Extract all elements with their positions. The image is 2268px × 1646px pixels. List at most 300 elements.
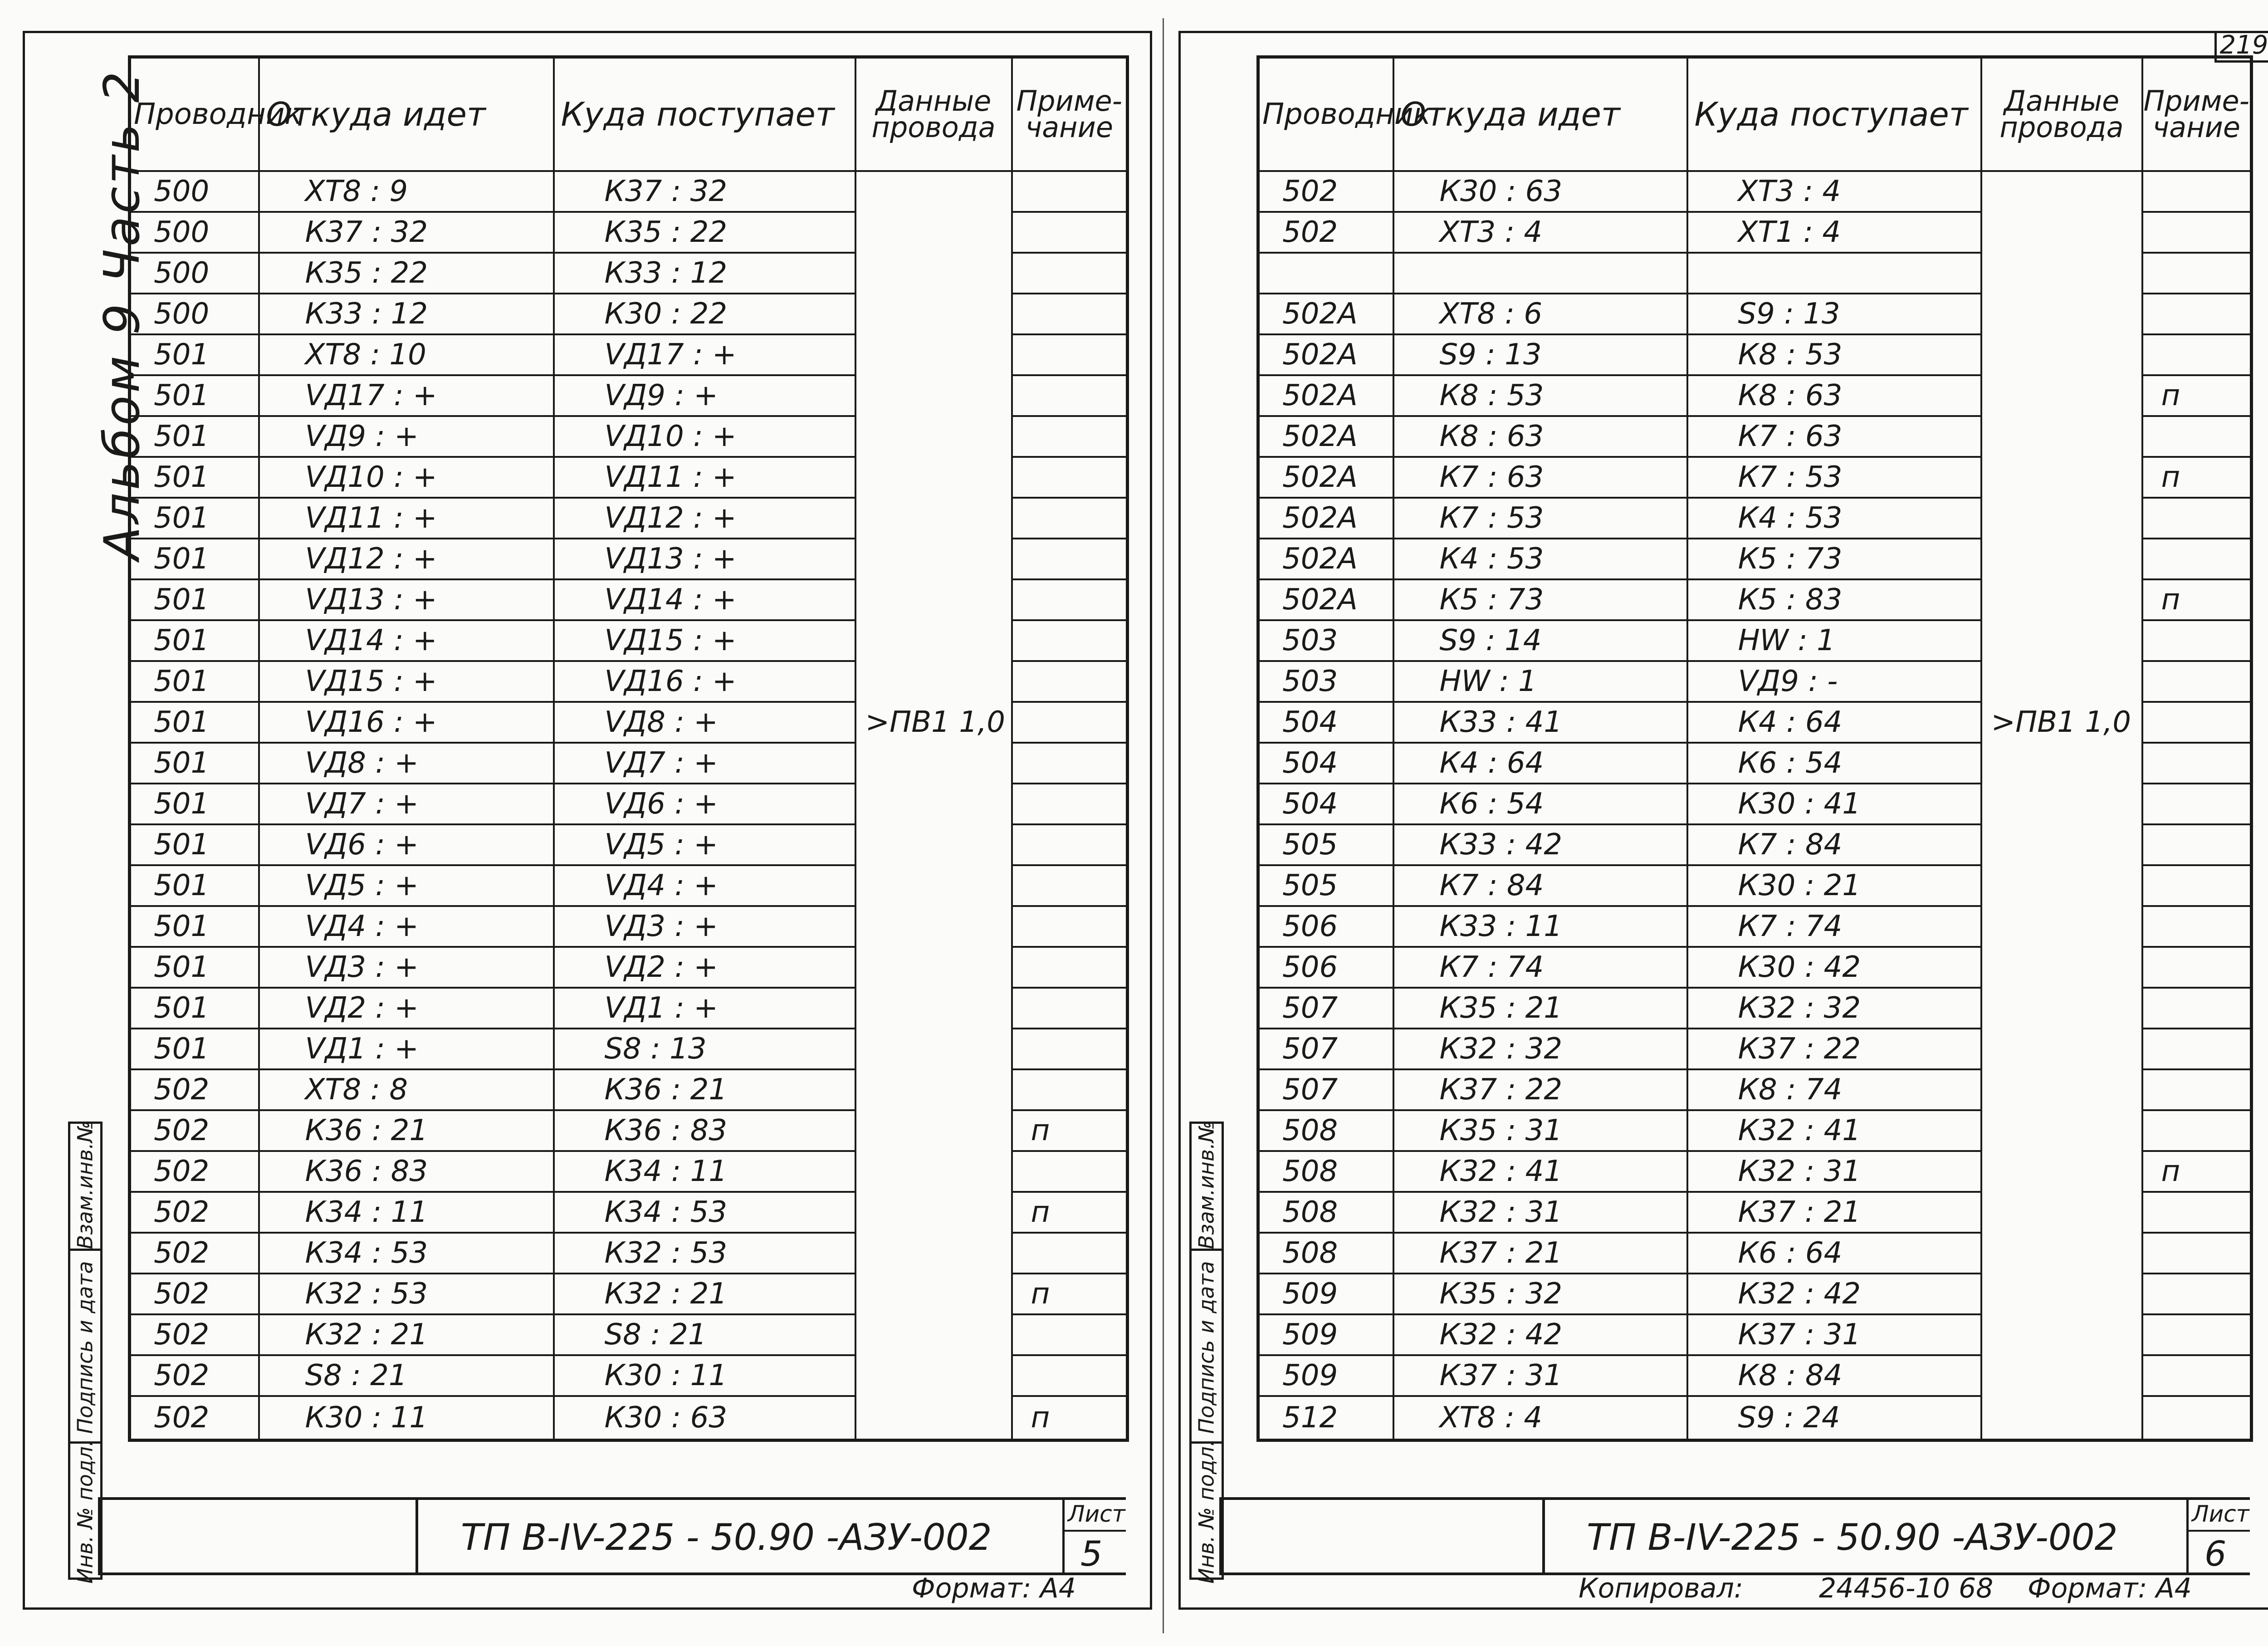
cell-to: VД9 : -	[1687, 661, 1981, 702]
cell-wire-data	[855, 947, 1012, 988]
cell-from: К32 : 41	[1393, 1151, 1687, 1192]
cell-to: VД1 : +	[554, 988, 855, 1029]
cell-from: К35 : 22	[259, 253, 554, 294]
cell-conductor: 502А	[1258, 579, 1393, 620]
cell-wire-data	[855, 457, 1012, 498]
cell-to: К8 : 84	[1687, 1355, 1981, 1396]
cell-to: К4 : 53	[1687, 498, 1981, 539]
cell-note	[2142, 620, 2252, 661]
cell-from: К32 : 53	[259, 1274, 554, 1314]
col-header-note	[2142, 57, 2252, 171]
stamp-inv-number: Инв. № подл.	[1194, 1440, 1219, 1584]
cell-from: К7 : 53	[1393, 498, 1687, 539]
cell-from: VД2 : +	[259, 988, 554, 1029]
cell-to: К37 : 32	[554, 171, 855, 212]
cell-wire-data	[855, 1069, 1012, 1110]
cell-to: К35 : 22	[554, 212, 855, 253]
cell-to: К8 : 63	[1687, 375, 1981, 416]
cell-wire-data	[1981, 416, 2142, 457]
title-block-sheet-6	[1219, 1497, 2250, 1575]
cell-to: VД8 : +	[554, 702, 855, 743]
col-header-note-l1: Приме-	[2143, 84, 2250, 118]
cell-note	[1012, 702, 1128, 743]
cell-note	[2142, 498, 2252, 539]
table-row	[1258, 1110, 2252, 1151]
cell-note	[2142, 1110, 2252, 1151]
cell-wire-data	[1981, 171, 2142, 212]
cell-from: К36 : 21	[259, 1110, 554, 1151]
cell-wire-data	[1981, 906, 2142, 947]
cell-conductor: 502	[130, 1151, 259, 1192]
cell-from: VД12 : +	[259, 539, 554, 579]
cell-to: К37 : 31	[1687, 1314, 1981, 1355]
stamp-cell	[70, 1249, 100, 1444]
cell-conductor: 502	[130, 1110, 259, 1151]
cell-wire-data	[855, 1314, 1012, 1355]
cell-note	[1012, 620, 1128, 661]
cell-from: VД7 : +	[259, 784, 554, 824]
cell-conductor: 509	[1258, 1274, 1393, 1314]
cell-from: К37 : 21	[1393, 1233, 1687, 1274]
cell-from: К33 : 41	[1393, 702, 1687, 743]
cell-conductor: 500	[130, 253, 259, 294]
table-row	[1258, 212, 2252, 253]
cell-from: К8 : 63	[1393, 416, 1687, 457]
cell-from: ХТ8 : 9	[259, 171, 554, 212]
sheet-label: Лист	[1068, 1501, 1125, 1527]
cell-conductor: 508	[1258, 1192, 1393, 1233]
cell-wire-data	[1981, 1110, 2142, 1151]
cell-conductor	[1258, 253, 1393, 294]
cell-note	[1012, 416, 1128, 457]
cell-note	[2142, 334, 2252, 375]
cell-note: п	[2142, 579, 2252, 620]
table-row	[1258, 171, 2252, 212]
cell-note: п	[2142, 457, 2252, 498]
cell-conductor: 509	[1258, 1355, 1393, 1396]
cell-note: п	[1012, 1192, 1128, 1233]
table-row	[1258, 620, 2252, 661]
cell-to: К7 : 63	[1687, 416, 1981, 457]
table-row	[1258, 375, 2252, 416]
cell-to: VД7 : +	[554, 743, 855, 784]
cell-conductor: 501	[130, 661, 259, 702]
cell-conductor: 507	[1258, 1069, 1393, 1110]
cell-to: VД6 : +	[554, 784, 855, 824]
cell-to: VД11 : +	[554, 457, 855, 498]
cell-note	[1012, 865, 1128, 906]
cell-to: К7 : 84	[1687, 824, 1981, 865]
cell-to: К37 : 21	[1687, 1192, 1981, 1233]
table-header	[1258, 57, 2252, 171]
table-body	[1258, 171, 2252, 1440]
cell-to: VД9 : +	[554, 375, 855, 416]
table-row	[130, 1151, 1128, 1192]
cell-note	[2142, 253, 2252, 294]
cell-note	[1012, 498, 1128, 539]
table-row	[130, 1274, 1128, 1314]
wire-table-sheet-6	[1256, 55, 2253, 1442]
cell-conductor: 505	[1258, 865, 1393, 906]
cell-conductor: 502	[130, 1233, 259, 1274]
cell-conductor: 503	[1258, 661, 1393, 702]
cell-from: К6 : 54	[1393, 784, 1687, 824]
cell-conductor: 512	[1258, 1396, 1393, 1440]
table-row	[130, 988, 1128, 1029]
cell-to: К7 : 53	[1687, 457, 1981, 498]
cell-to: К30 : 63	[554, 1396, 855, 1440]
cell-note	[2142, 824, 2252, 865]
cell-conductor: 507	[1258, 988, 1393, 1029]
cell-to: HW : 1	[1687, 620, 1981, 661]
cell-conductor: 501	[130, 457, 259, 498]
cell-from: ХТ8 : 4	[1393, 1396, 1687, 1440]
cell-wire-data	[1981, 661, 2142, 702]
table-row	[130, 1314, 1128, 1355]
cell-conductor: 501	[130, 906, 259, 947]
cell-from: К7 : 74	[1393, 947, 1687, 988]
cell-wire-data	[855, 579, 1012, 620]
cell-wire-data	[1981, 947, 2142, 988]
cell-conductor: 501	[130, 1029, 259, 1069]
cell-note: п	[1012, 1274, 1128, 1314]
col-header-wire-data-l1: Данные	[2004, 84, 2120, 118]
order-number: 24456-10 68	[1819, 1573, 1994, 1604]
cell-note	[1012, 784, 1128, 824]
col-header-note-l1: Приме-	[1016, 84, 1123, 118]
cell-note: п	[2142, 375, 2252, 416]
cell-from: К35 : 31	[1393, 1110, 1687, 1151]
cell-note	[1012, 1069, 1128, 1110]
cell-from: К32 : 32	[1393, 1029, 1687, 1069]
cell-to: VД4 : +	[554, 865, 855, 906]
table-row	[130, 212, 1128, 253]
col-header-note-l2: чание	[2152, 111, 2241, 144]
cell-note	[2142, 743, 2252, 784]
table-row	[130, 784, 1128, 824]
table-row	[130, 743, 1128, 784]
cell-note	[2142, 1029, 2252, 1069]
cell-from: VД1 : +	[259, 1029, 554, 1069]
cell-from: VД10 : +	[259, 457, 554, 498]
cell-to: К6 : 54	[1687, 743, 1981, 784]
table-row	[1258, 253, 2252, 294]
sheet-number: 5	[1080, 1533, 1103, 1574]
cell-wire-data	[1981, 334, 2142, 375]
cell-note	[1012, 171, 1128, 212]
cell-wire-data	[855, 253, 1012, 294]
cell-note	[2142, 865, 2252, 906]
col-header-conductor: Проводник	[1258, 57, 1393, 171]
cell-to: К5 : 83	[1687, 579, 1981, 620]
cell-note	[1012, 661, 1128, 702]
stamp-signature-date: Подпись и дата	[1194, 1260, 1219, 1434]
cell-wire-data: >ПВ1 1,0	[855, 702, 1012, 743]
stamp-cell	[70, 1440, 100, 1584]
cell-note	[1012, 294, 1128, 334]
table-row	[130, 171, 1128, 212]
cell-from: К37 : 31	[1393, 1355, 1687, 1396]
tb-line	[1062, 1497, 1065, 1575]
cell-note	[2142, 539, 2252, 579]
cell-wire-data	[855, 171, 1012, 212]
cell-to: К8 : 53	[1687, 334, 1981, 375]
format-label: Формат: А4	[2028, 1573, 2192, 1604]
cell-to: К6 : 64	[1687, 1233, 1981, 1274]
table-row	[130, 947, 1128, 988]
cell-wire-data	[1981, 1396, 2142, 1440]
cell-to: S9 : 13	[1687, 294, 1981, 334]
cell-conductor: 505	[1258, 824, 1393, 865]
cell-wire-data	[855, 498, 1012, 539]
cell-conductor: 501	[130, 334, 259, 375]
cell-note	[2142, 784, 2252, 824]
cell-from: VД17 : +	[259, 375, 554, 416]
cell-from: ХТ8 : 6	[1393, 294, 1687, 334]
cell-wire-data	[855, 824, 1012, 865]
cell-wire-data	[1981, 743, 2142, 784]
cell-wire-data	[855, 1396, 1012, 1440]
cell-conductor: 502	[130, 1274, 259, 1314]
copied-by-label: Копировал:	[1579, 1573, 1744, 1604]
col-header-note	[1012, 57, 1128, 171]
cell-note	[1012, 457, 1128, 498]
col-header-wire-data	[1981, 57, 2142, 171]
table-row	[1258, 824, 2252, 865]
cell-note	[1012, 334, 1128, 375]
cell-from: К7 : 63	[1393, 457, 1687, 498]
wire-table-sheet-5	[128, 55, 1129, 1442]
tb-line	[2186, 1530, 2250, 1532]
cell-from: К37 : 32	[259, 212, 554, 253]
cell-from: VД15 : +	[259, 661, 554, 702]
album-title: Альбом 9 Часть 2	[94, 69, 151, 560]
cell-note	[1012, 253, 1128, 294]
table-row	[1258, 1192, 2252, 1233]
cell-wire-data	[1981, 457, 2142, 498]
cell-note	[2142, 1396, 2252, 1440]
side-stamp-right	[1189, 1121, 1224, 1584]
cell-note	[1012, 1151, 1128, 1192]
cell-note	[1012, 947, 1128, 988]
cell-conductor: 501	[130, 702, 259, 743]
cell-conductor: 501	[130, 865, 259, 906]
col-header-from: Откуда идет	[1393, 57, 1687, 171]
table-row	[130, 1029, 1128, 1069]
table-row	[1258, 702, 2252, 743]
cell-to: К32 : 31	[1687, 1151, 1981, 1192]
cell-from: К30 : 11	[259, 1396, 554, 1440]
col-header-from: Откуда идет	[259, 57, 554, 171]
cell-wire-data	[855, 212, 1012, 253]
cell-from: К34 : 53	[259, 1233, 554, 1274]
table-row	[1258, 906, 2252, 947]
cell-conductor: 502	[130, 1192, 259, 1233]
table-row	[1258, 1274, 2252, 1314]
cell-conductor: 502А	[1258, 539, 1393, 579]
cell-to: К30 : 41	[1687, 784, 1981, 824]
cell-wire-data	[1981, 294, 2142, 334]
cell-to: VД16 : +	[554, 661, 855, 702]
cell-to: S8 : 21	[554, 1314, 855, 1355]
cell-conductor: 502А	[1258, 334, 1393, 375]
cell-conductor: 501	[130, 416, 259, 457]
cell-conductor: 503	[1258, 620, 1393, 661]
cell-conductor: 500	[130, 171, 259, 212]
stamp-inv-number: Инв. № подл.	[73, 1440, 98, 1584]
cell-to: К32 : 42	[1687, 1274, 1981, 1314]
table-row	[1258, 865, 2252, 906]
cell-to: К30 : 21	[1687, 865, 1981, 906]
table-row	[1258, 1233, 2252, 1274]
cell-from: VД4 : +	[259, 906, 554, 947]
cell-from: К32 : 42	[1393, 1314, 1687, 1355]
cell-conductor: 509	[1258, 1314, 1393, 1355]
cell-note	[1012, 212, 1128, 253]
cell-wire-data	[1981, 1069, 2142, 1110]
table-row	[130, 375, 1128, 416]
fold-line	[1163, 18, 1164, 1633]
cell-wire-data	[855, 1355, 1012, 1396]
tb-line	[1219, 1497, 1222, 1575]
cell-to: К5 : 73	[1687, 539, 1981, 579]
col-header-wire-data-l2: провода	[871, 111, 996, 144]
cell-wire-data	[1981, 253, 2142, 294]
cell-note	[2142, 294, 2252, 334]
cell-from: VД13 : +	[259, 579, 554, 620]
cell-from: К7 : 84	[1393, 865, 1687, 906]
cell-from: К33 : 11	[1393, 906, 1687, 947]
col-header-wire-data-l2: провода	[1999, 111, 2124, 144]
cell-wire-data	[1981, 1314, 2142, 1355]
cell-conductor: 501	[130, 539, 259, 579]
cell-conductor: 501	[130, 947, 259, 988]
cell-to: К37 : 22	[1687, 1029, 1981, 1069]
page-number: 219	[2214, 31, 2268, 63]
cell-from: VД9 : +	[259, 416, 554, 457]
cell-to: VД13 : +	[554, 539, 855, 579]
cell-from: S9 : 14	[1393, 620, 1687, 661]
tb-line	[98, 1497, 101, 1575]
table-row	[130, 906, 1128, 947]
cell-to: VД12 : +	[554, 498, 855, 539]
cell-wire-data	[855, 1233, 1012, 1274]
cell-to: К32 : 32	[1687, 988, 1981, 1029]
cell-to: К8 : 74	[1687, 1069, 1981, 1110]
table-row	[130, 1069, 1128, 1110]
table-row	[130, 539, 1128, 579]
cell-note	[2142, 416, 2252, 457]
cell-wire-data	[1981, 375, 2142, 416]
cell-conductor: 501	[130, 375, 259, 416]
format-label: Формат: А4	[912, 1573, 1076, 1604]
table-row	[130, 702, 1128, 743]
cell-note	[2142, 1192, 2252, 1233]
cell-to: К36 : 83	[554, 1110, 855, 1151]
cell-conductor: 506	[1258, 947, 1393, 988]
cell-wire-data	[1981, 1274, 2142, 1314]
table-row	[1258, 294, 2252, 334]
cell-wire-data	[1981, 1355, 2142, 1396]
cell-conductor: 501	[130, 498, 259, 539]
cell-conductor: 500	[130, 294, 259, 334]
cell-wire-data	[1981, 1151, 2142, 1192]
cell-to: К30 : 11	[554, 1355, 855, 1396]
table-row	[1258, 743, 2252, 784]
cell-from: HW : 1	[1393, 661, 1687, 702]
table-row	[130, 661, 1128, 702]
stamp-signature-date: Подпись и дата	[73, 1260, 98, 1434]
table-row	[1258, 988, 2252, 1029]
cell-from: S8 : 21	[259, 1355, 554, 1396]
table-row	[1258, 661, 2252, 702]
cell-conductor: 502	[130, 1396, 259, 1440]
table-row	[1258, 416, 2252, 457]
cell-note	[2142, 702, 2252, 743]
cell-wire-data	[1981, 865, 2142, 906]
col-header-wire-data	[855, 57, 1012, 171]
cell-to: VД10 : +	[554, 416, 855, 457]
cell-to: К36 : 21	[554, 1069, 855, 1110]
cell-to: К33 : 12	[554, 253, 855, 294]
table-row	[1258, 498, 2252, 539]
cell-wire-data	[855, 620, 1012, 661]
cell-from: К37 : 22	[1393, 1069, 1687, 1110]
stamp-cell	[70, 1122, 100, 1249]
table-row	[130, 1396, 1128, 1440]
cell-from: ХТ8 : 8	[259, 1069, 554, 1110]
cell-conductor: 502	[130, 1355, 259, 1396]
side-stamp-left	[68, 1121, 103, 1584]
cell-conductor: 506	[1258, 906, 1393, 947]
cell-conductor: 501	[130, 784, 259, 824]
table-row	[130, 579, 1128, 620]
cell-note	[2142, 661, 2252, 702]
document-code: ТП В-IV-225 - 50.90 -АЗУ-002	[461, 1516, 992, 1558]
cell-conductor: 502А	[1258, 294, 1393, 334]
tb-line	[1219, 1497, 2250, 1500]
cell-conductor: 501	[130, 988, 259, 1029]
cell-to: ХТ1 : 4	[1687, 212, 1981, 253]
cell-from: К33 : 42	[1393, 824, 1687, 865]
cell-note	[1012, 579, 1128, 620]
cell-conductor: 500	[130, 212, 259, 253]
cell-conductor: 502	[1258, 171, 1393, 212]
cell-wire-data: >ПВ1 1,0	[1981, 702, 2142, 743]
stamp-replaced-inv: Взам.инв.№	[73, 1121, 98, 1249]
cell-conductor: 502	[130, 1069, 259, 1110]
cell-note	[1012, 539, 1128, 579]
cell-wire-data	[855, 416, 1012, 457]
cell-note: п	[1012, 1110, 1128, 1151]
cell-conductor: 508	[1258, 1233, 1393, 1274]
cell-from: VД11 : +	[259, 498, 554, 539]
cell-wire-data	[855, 294, 1012, 334]
cell-from: К5 : 73	[1393, 579, 1687, 620]
cell-wire-data	[855, 784, 1012, 824]
cell-wire-data	[855, 334, 1012, 375]
cell-wire-data	[1981, 539, 2142, 579]
cell-from: К35 : 21	[1393, 988, 1687, 1029]
cell-conductor: 501	[130, 620, 259, 661]
cell-conductor: 504	[1258, 702, 1393, 743]
table-row	[1258, 1151, 2252, 1192]
table-row	[1258, 539, 2252, 579]
col-header-conductor: Проводник	[130, 57, 259, 171]
cell-to: VД15 : +	[554, 620, 855, 661]
cell-note	[2142, 1069, 2252, 1110]
cell-conductor: 501	[130, 824, 259, 865]
